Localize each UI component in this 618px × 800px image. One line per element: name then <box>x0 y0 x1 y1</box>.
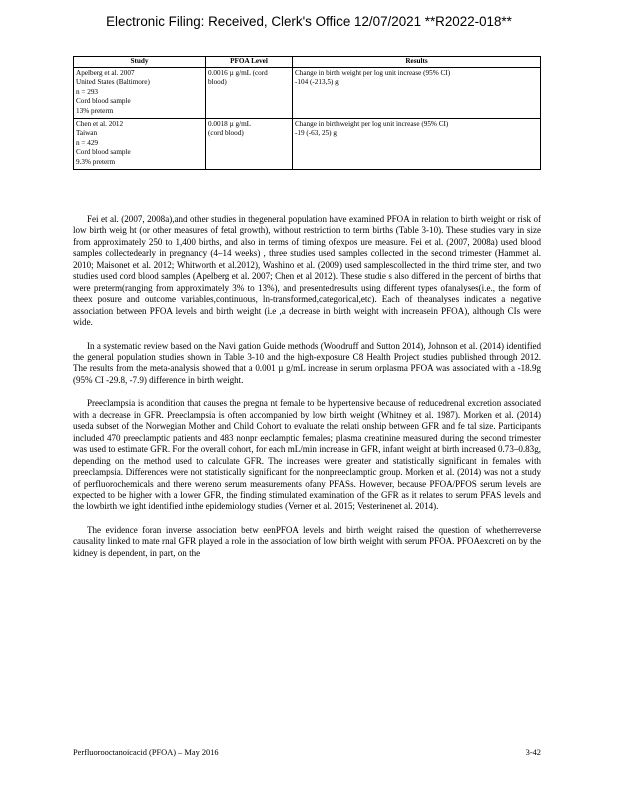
results-line: Change in birthweight per log unit increase (95% CI) <box>295 119 449 128</box>
body-text <box>73 214 541 571</box>
table-header-row <box>74 57 541 68</box>
study-line: Taiwan <box>76 129 98 138</box>
results-cell <box>293 67 541 118</box>
filing-header: Electronic Filing: Received, Clerk's Office 12/07/2021 **R2022-018** <box>106 14 512 29</box>
study-line: Apelberg et al. 2007 <box>76 68 135 77</box>
study-table <box>73 56 541 170</box>
paragraph-preeclampsia: Preeclampsia is acondition that causes the pregna nt female to be hypertensive because of reducedrenal excretion associated with a decrease in GFR. Preeclampsia is often accompanied by low birth weight (Whitney et al. 1987). Morken et al. (2014) useda subset of the Norwegian Mother and Child Cohort to evaluate the relati onship between GFR and fe tal size. Participants included 470 preeclamptic patients and 483 nonpr eeclamptic females; plasma creatinine measured during the second trimester was used to estimate GFR. For the overall cohort, for each mL/min increase in GFR, infant weight at birth increased 0.73–0.83g, depending on the method used to calculate GFR. The increases were greater and statistically significant in females with preeclampsia. Differences were not statistically significant for the nonpreeclamptic group. Morken et al. (2014) was not a study of perfluorochemicals and there wereno serum measurements ofany PFASs. However, because PFOA/PFOS serum levels are expected to be higher with a lower GFR, the finding stimulated examination of the GFR as it relates to serum PFAS levels and the lowbirth we ight identified inthe epidemiology studies (Verner et al. 2015; Vesterinenet al. 2014). <box>73 398 541 512</box>
col-header-results: Results <box>293 57 541 68</box>
level-line: (cord blood) <box>208 129 244 138</box>
table-row <box>74 67 541 118</box>
results-cell <box>293 118 541 169</box>
footer-document-title: Perfluorooctanoicacid (PFOA) – May 2016 <box>73 748 219 757</box>
paragraph-reverse-causality: The evidence foran inverse association betw eenPFOA levels and birth weight raised the question of whetherreverse causality linked to mate rnal GFR played a role in the association of low birth weight with serum PFOA. PFOAexcreti on by the kidney is dependent, in part, on the <box>73 524 541 558</box>
level-line: 0.0018 µ g/mL <box>208 119 252 128</box>
results-line: -19 (-63, 25) g <box>295 129 337 138</box>
col-header-study: Study <box>74 57 206 68</box>
study-line: Cord blood sample <box>76 148 131 157</box>
page-footer <box>73 748 541 757</box>
study-line: n = 429 <box>76 138 99 147</box>
study-line: Chen et al. 2012 <box>76 119 124 128</box>
paragraph-fetal-growth: Fei et al. (2007, 2008a),and other studies in thegeneral population have examined PFOA in relation to birth weight or risk of low birth weig ht (or other measures of fetal growth), without restriction to term births (Table 3-10). These studies vary in size from approximately 250 to 1,400 births, and also in terms of timing ofexpos ure measure. Fei et al. (2007, 2008a) used blood samples collectedearly in pregnancy (4–14 weeks) , three studies used samples collected in the second trimester (Hammet al. 2010; Maisonet et al. 2012; Whitworth et al.2012), Washino et al. (2009) used samplescollected in the third trime ster, and two studies used cord blood samples (Apelberg et al. 2007; Chen et al 2012). These studie s also differed in the percent of births that were preterm(ranging from approximately 3% to 13%), and presentedresults using different types ofanalyses(i.e., the form of theex posure and outcome variables,continuous, ln-transformed,categorical,etc). Each of theanalyses indicates a negative association between PFOA levels and birth weight (i.e ,a decrease in birth weight with increasein PFOA), although CIs were wide. <box>73 214 541 328</box>
results-line: Change in birth weight per log unit increase (95% CI) <box>295 68 451 77</box>
level-line: blood) <box>208 78 227 87</box>
level-line: 0.0016 µ g/mL (cord <box>208 68 268 77</box>
page-number: 3-42 <box>525 748 541 757</box>
study-line: 13% preterm <box>76 106 114 115</box>
results-line: -104 (-213,5) g <box>295 78 339 87</box>
study-line: n = 293 <box>76 87 99 96</box>
study-line: Cord blood sample <box>76 97 131 106</box>
table-row <box>74 118 541 169</box>
study-line: United States (Baltimore) <box>76 78 150 87</box>
pfoa-level-cell <box>206 118 293 169</box>
study-line: 9.3% preterm <box>76 157 116 166</box>
study-cell <box>74 118 206 169</box>
pfoa-level-cell <box>206 67 293 118</box>
col-header-pfoa-level: PFOA Level <box>206 57 293 68</box>
paragraph-meta-analysis: In a systematic review based on the Navi gation Guide methods (Woodruff and Sutton 2014), Johnson et al. (2014) identified the general population studies shown in Table 3-10 and the high-exposure C8 Health Project studies published through 2012. The results from the meta-analysis showed that a 0.001 µ g/mL increase in serum orplasma PFOA was associated with a -18.9g (95% CI -29.8, -7.9) difference in birth weight. <box>73 340 541 385</box>
study-cell <box>74 67 206 118</box>
